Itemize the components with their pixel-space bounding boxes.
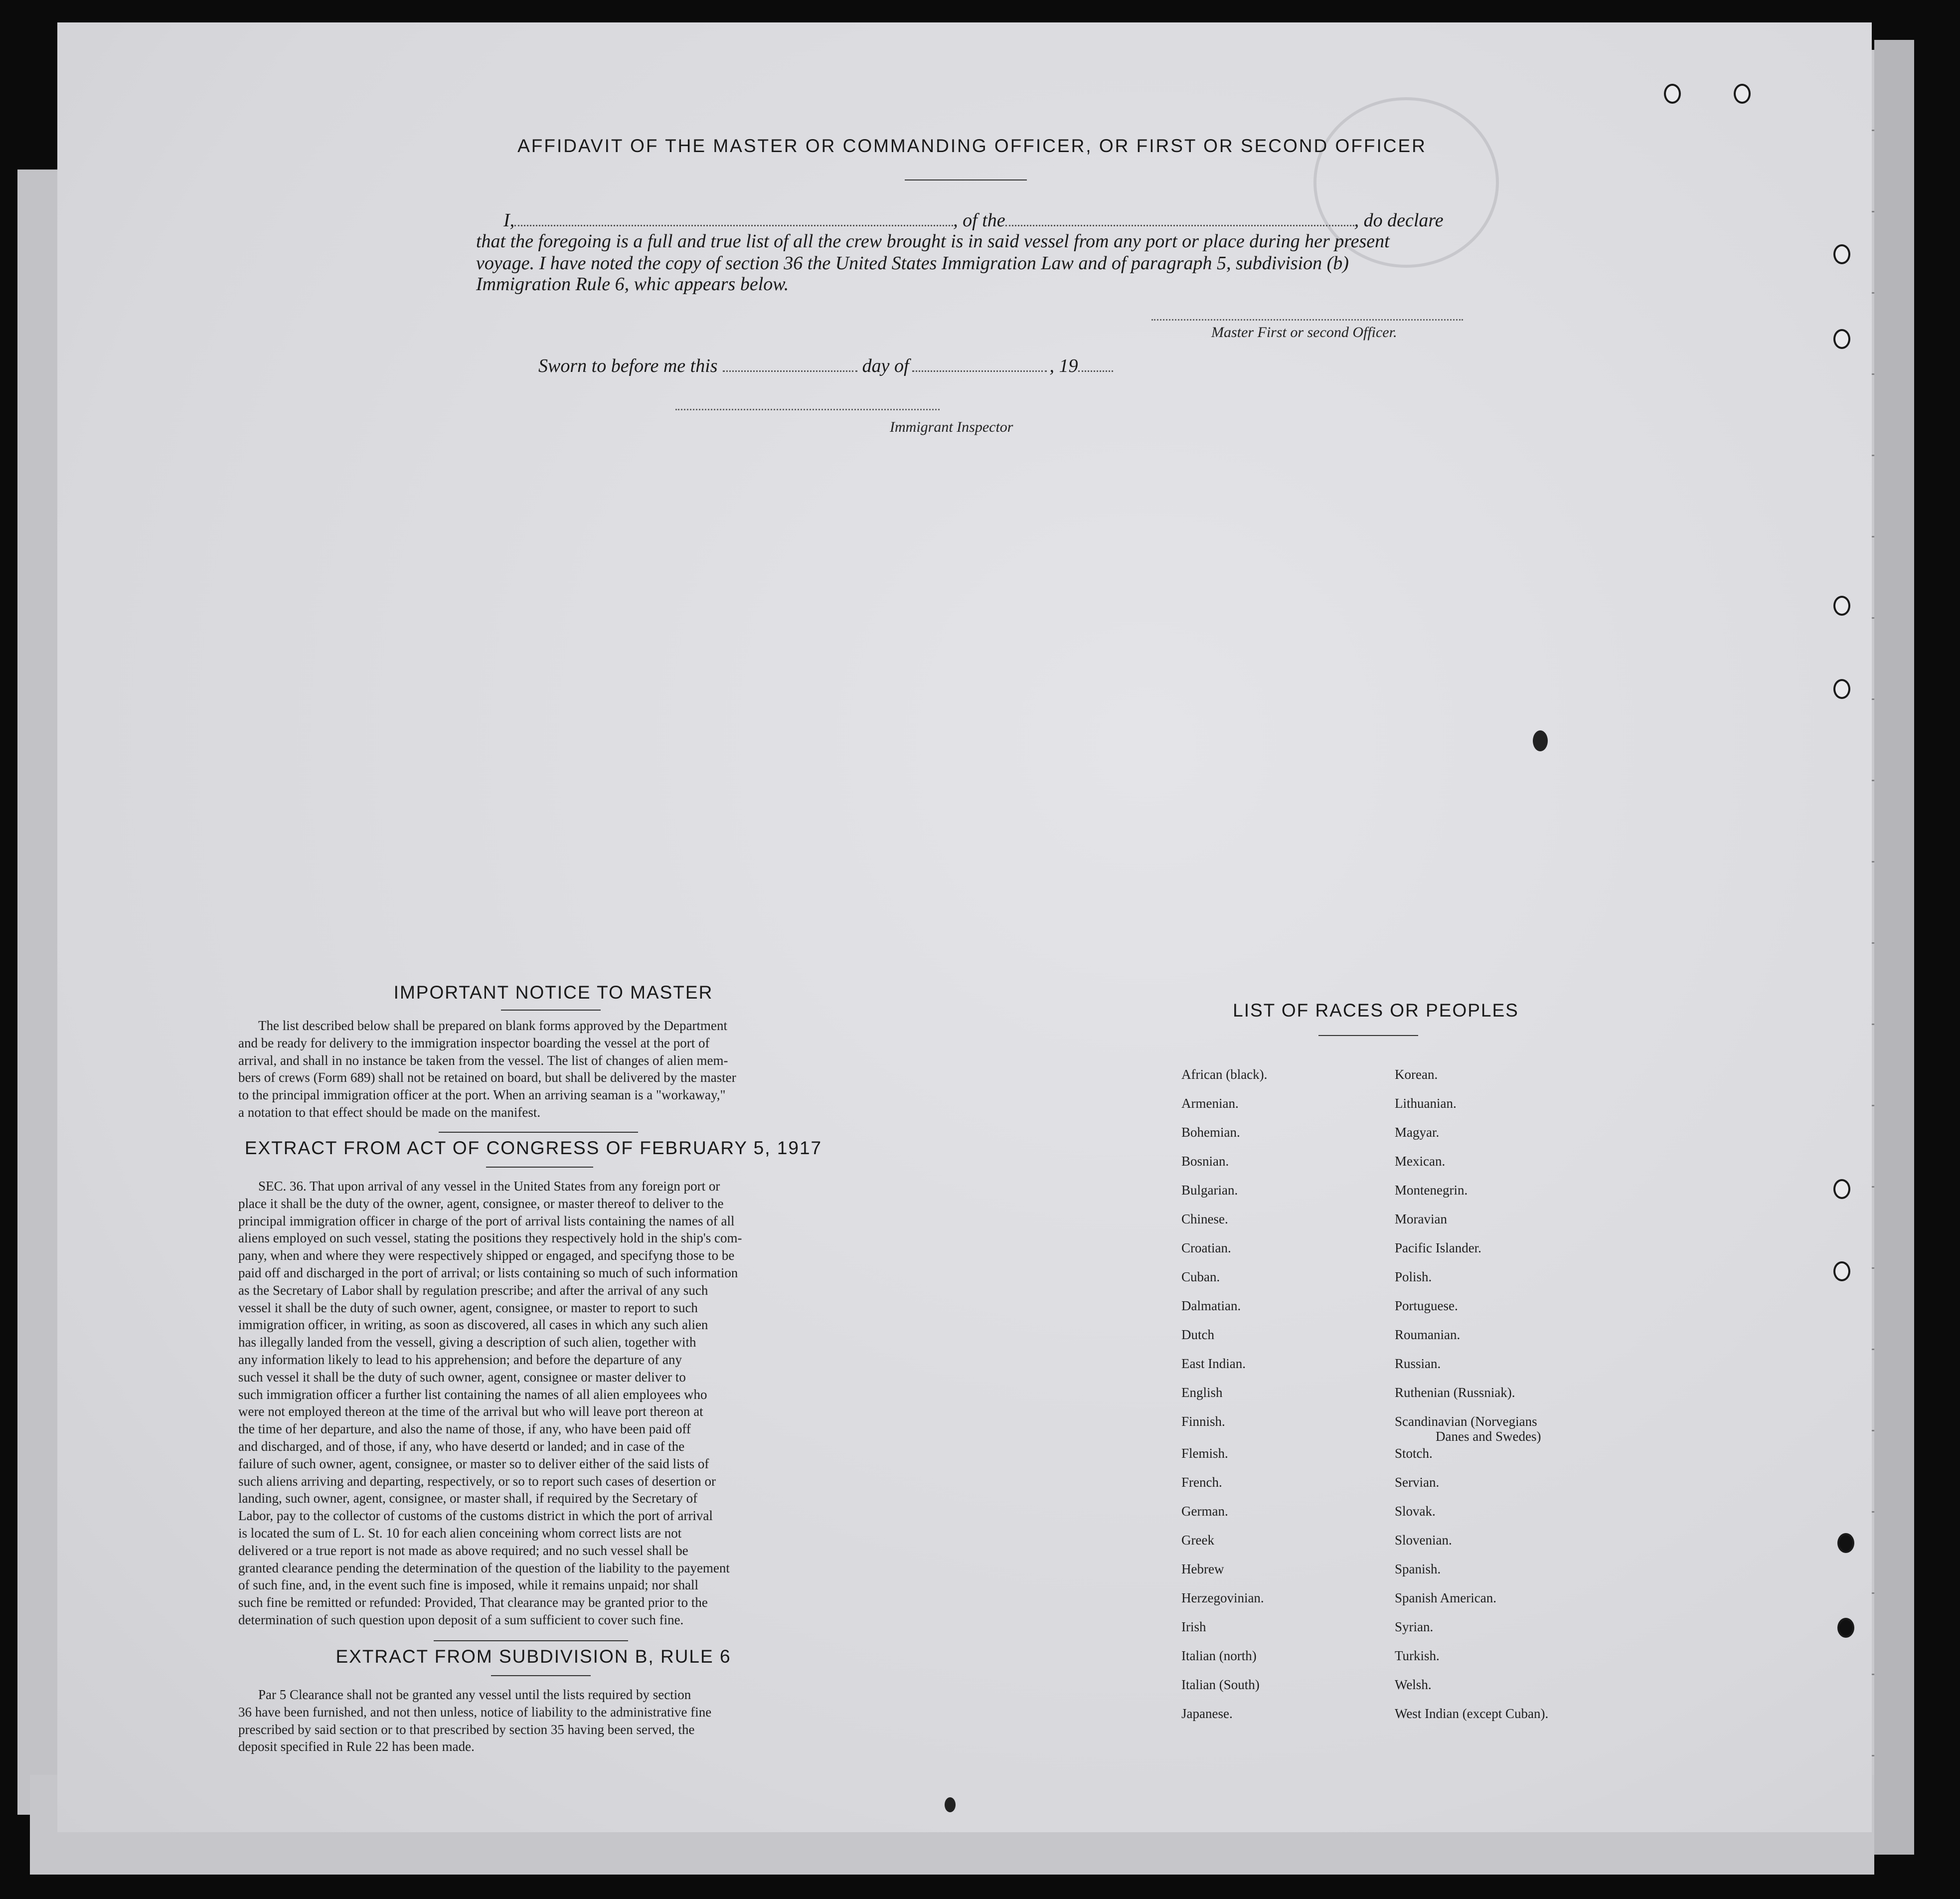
race-item: Mexican. (1395, 1154, 1446, 1169)
act-title: EXTRACT FROM ACT OF CONGRESS OF FEBRUARY 5, 1917 (244, 1138, 822, 1158)
race-item: Russian. (1395, 1356, 1441, 1371)
act-line: has illegally landed from the vessell, giving a description of such alien, together with (238, 1335, 696, 1350)
races-title: LIST OF RACES OR PEOPLES (1233, 1000, 1519, 1021)
race-item: Cuban. (1181, 1269, 1220, 1284)
notice-line: to the principal immigration officer at the port. When an arriving seaman is a "workaway," (238, 1087, 726, 1103)
race-item: French. (1181, 1475, 1222, 1490)
race-item: Magyar. (1395, 1125, 1440, 1140)
race-item: Moravian (1395, 1211, 1447, 1226)
month-blank (912, 370, 1047, 372)
act-text (238, 1178, 826, 1629)
notice-line: The list described below shall be prepared on blank forms approved by the Department (258, 1018, 727, 1033)
race-item: Spanish American. (1395, 1590, 1496, 1605)
binder-hole (1833, 1179, 1850, 1199)
race-item: Bohemian. (1181, 1125, 1240, 1140)
race-item: Japanese. (1181, 1706, 1233, 1721)
race-item: Slovenian. (1395, 1533, 1452, 1548)
act-line: such immigration officer a further list containing the names of all alien employees who (238, 1386, 707, 1402)
affidavit-suffix: , do declare (1354, 210, 1444, 231)
race-item: Spanish. (1395, 1561, 1441, 1576)
title-rule (905, 179, 1027, 180)
binder-hole (1833, 679, 1850, 699)
affidavit-line-1 (503, 209, 1444, 231)
act-line: principal immigration officer in charge of the port of arrival lists containing the names of all (238, 1213, 735, 1228)
act-line: as the Secretary of Labor shall by regulation prescribe; and after the arrival of any such (238, 1282, 708, 1298)
race-item: Armenian. (1181, 1096, 1239, 1111)
act-line: aliens employed on such vessel, stating the positions they respectively hold in the ship's com- (238, 1230, 742, 1246)
act-rule-top (439, 1132, 638, 1133)
act-line: determination of such question upon deposit of a sum sufficient to cover such fine. (238, 1612, 684, 1627)
binder-hole (1833, 329, 1850, 349)
inspector-signature-line (675, 409, 940, 410)
act-line: were not employed thereon at the time of the arrival but who will leave port thereon at (238, 1404, 703, 1419)
act-line: of such fine, and, in the event such fine is imposed, while it remains unpaid; nor shall (238, 1577, 699, 1593)
races-rule (1318, 1035, 1418, 1036)
rule-text (238, 1686, 826, 1755)
act-line: the time of her departure, and also the name of those, if any, who have been paid off (238, 1421, 691, 1437)
race-item: Flemish. (1181, 1446, 1228, 1461)
back-sheet-edge (1874, 40, 1914, 1855)
name-blank (514, 225, 953, 226)
act-line: SEC. 36. That upon arrival of any vessel in the United States from any foreign port or (258, 1179, 720, 1194)
sworn-year: , 19 (1049, 355, 1078, 376)
officer-signature-line (1151, 319, 1463, 321)
affidavit-line-4: Immigration Rule 6, whic appears below. (476, 274, 789, 295)
race-item: Italian (north) (1181, 1648, 1257, 1663)
rule-rule-top (434, 1640, 628, 1641)
act-line: such vessel it shall be the duty of such owner, agent, consignee or master deliver to (238, 1369, 686, 1384)
affidavit-mid: , of the (953, 210, 1005, 231)
notice-line: and be ready for delivery to the immigration inspector boarding the vessel at the port of (238, 1035, 710, 1050)
notice-line: a notation to that effect should be made on the manifest. (238, 1104, 541, 1120)
race-item: Roumanian. (1395, 1327, 1461, 1342)
race-item: Korean. (1395, 1067, 1438, 1082)
affidavit-line-2: that the foregoing is a full and true list of all the crew brought is in said vessel from any port or place during her present (476, 231, 1390, 252)
sworn-line (538, 355, 1113, 377)
year-blank (1078, 370, 1113, 372)
race-item: Italian (South) (1181, 1677, 1260, 1692)
race-item: Polish. (1395, 1269, 1432, 1284)
race-item: German. (1181, 1504, 1228, 1519)
act-line: immigration officer, in writing, as soon as discovered, all cases in which any such alien (238, 1317, 708, 1333)
act-line: vessel it shall be the duty of such owner, agent, consignee, or master to report to such (238, 1300, 698, 1315)
rule-line: Par 5 Clearance shall not be granted any vessel until the lists required by section (258, 1687, 691, 1702)
sworn-prefix: Sworn to before me this (538, 355, 718, 376)
act-line: pany, when and where they were respectively shipped or engaged, and specifyng those to be (238, 1248, 735, 1263)
sworn-day: day of (862, 355, 909, 376)
binder-hole (1734, 84, 1751, 104)
race-item: Herzegovinian. (1181, 1590, 1264, 1605)
officer-label: Master First or second Officer. (1211, 324, 1397, 341)
act-rule (486, 1167, 593, 1168)
act-line: failure of such owner, agent, consignee, or master so to deliver either of the said lists of (238, 1456, 709, 1471)
race-item: Hebrew (1181, 1561, 1224, 1576)
act-line: such fine be remitted or refunded: Provided, That clearance may be granted prior to the (238, 1595, 708, 1610)
rule-title: EXTRACT FROM SUBDIVISION B, RULE 6 (335, 1646, 731, 1667)
race-item: Scandinavian (Norvegians (1395, 1414, 1537, 1429)
act-line: granted clearance pending the determination of the question of the liability to the payement (238, 1560, 730, 1575)
race-item: Servian. (1395, 1475, 1440, 1490)
act-line: delivered or a true report is not made as above required; and no such vessel shall be (238, 1543, 688, 1558)
race-item: Portuguese. (1395, 1298, 1458, 1313)
race-item: Syrian. (1395, 1619, 1434, 1634)
binder-hole (1837, 1533, 1854, 1553)
race-item: Bulgarian. (1181, 1183, 1238, 1198)
race-item: Greek (1181, 1533, 1214, 1548)
race-item: English (1181, 1385, 1223, 1400)
binder-hole (1833, 1261, 1850, 1281)
race-item: African (black). (1181, 1067, 1268, 1082)
binder-hole (1664, 84, 1681, 104)
race-item: Dalmatian. (1181, 1298, 1241, 1313)
binder-hole (1833, 596, 1850, 616)
race-item: East Indian. (1181, 1356, 1246, 1371)
race-item: West Indian (except Cuban). (1395, 1706, 1549, 1721)
act-line: any information likely to lead to his apprehension; and before the departure of any (238, 1352, 682, 1367)
race-item: Finnish. (1181, 1414, 1225, 1429)
rule-line: deposit specified in Rule 22 has been made. (238, 1739, 475, 1754)
rule-rule (491, 1675, 591, 1676)
race-item: Pacific Islander. (1395, 1240, 1481, 1255)
notice-line: arrival, and shall in no instance be taken from the vessel. The list of changes of alien mem- (238, 1052, 728, 1068)
vessel-blank (1005, 225, 1354, 226)
act-line: and discharged, and of those, if any, who have desertd or landed; and in case of the (238, 1438, 685, 1454)
act-line: place it shall be the duty of the owner, agent, consignee, or master thereof to deliver to the (238, 1196, 724, 1211)
ink-blot (1533, 730, 1548, 751)
notice-text (238, 1017, 826, 1121)
act-line: paid off and discharged in the port of arrival; or lists containing so much of such information (238, 1265, 738, 1280)
act-line: Labor, pay to the collector of customs of the customs district in which the port of arrival (238, 1508, 713, 1524)
act-line: is located the sum of L. St. 10 for each alien conceining whom correct lists are not (238, 1525, 682, 1541)
day-blank (723, 370, 857, 372)
race-item: Turkish. (1395, 1648, 1440, 1663)
notice-line: bers of crews (Form 689) shall not be retained on board, but shall be delivered by the master (238, 1070, 736, 1085)
race-item: Ruthenian (Russniak). (1395, 1385, 1515, 1400)
race-item: Bosnian. (1181, 1154, 1229, 1169)
race-item: Irish (1181, 1619, 1206, 1634)
race-item: Stotch. (1395, 1446, 1433, 1461)
inspector-label: Immigrant Inspector (890, 419, 1013, 435)
race-item-continuation: Danes and Swedes) (1436, 1429, 1541, 1444)
notice-rule (501, 1010, 601, 1011)
ink-blot (945, 1797, 956, 1812)
affidavit-prefix: I, (503, 210, 515, 231)
act-line: such aliens arriving and departing, respectively, or so to report such cases of desertion or (238, 1473, 716, 1489)
race-item: Lithuanian. (1395, 1096, 1457, 1111)
race-item: Montenegrin. (1395, 1183, 1468, 1198)
race-item: Chinese. (1181, 1211, 1228, 1226)
affidavit-line-3: voyage. I have noted the copy of section 36 the United States Immigration Law and of paragraph 5, subdivision (b) (476, 253, 1349, 274)
binder-hole (1833, 244, 1850, 264)
race-item: Slovak. (1395, 1504, 1436, 1519)
race-item: Dutch (1181, 1327, 1214, 1342)
affidavit-title: AFFIDAVIT OF THE MASTER OR COMMANDING OFFICER, OR FIRST OR SECOND OFFICER (517, 136, 1427, 156)
rule-line: 36 have been furnished, and not then unless, notice of liability to the administrative fine (238, 1704, 712, 1720)
race-item: Welsh. (1395, 1677, 1432, 1692)
binder-hole (1837, 1618, 1854, 1638)
race-item: Croatian. (1181, 1240, 1231, 1255)
notice-title: IMPORTANT NOTICE TO MASTER (393, 982, 713, 1003)
rule-line: prescribed by said section or to that prescribed by section 35 having been served, the (238, 1722, 695, 1737)
act-line: landing, such owner, agent, consignee, or master shall, if required by the Secretary of (238, 1491, 698, 1506)
